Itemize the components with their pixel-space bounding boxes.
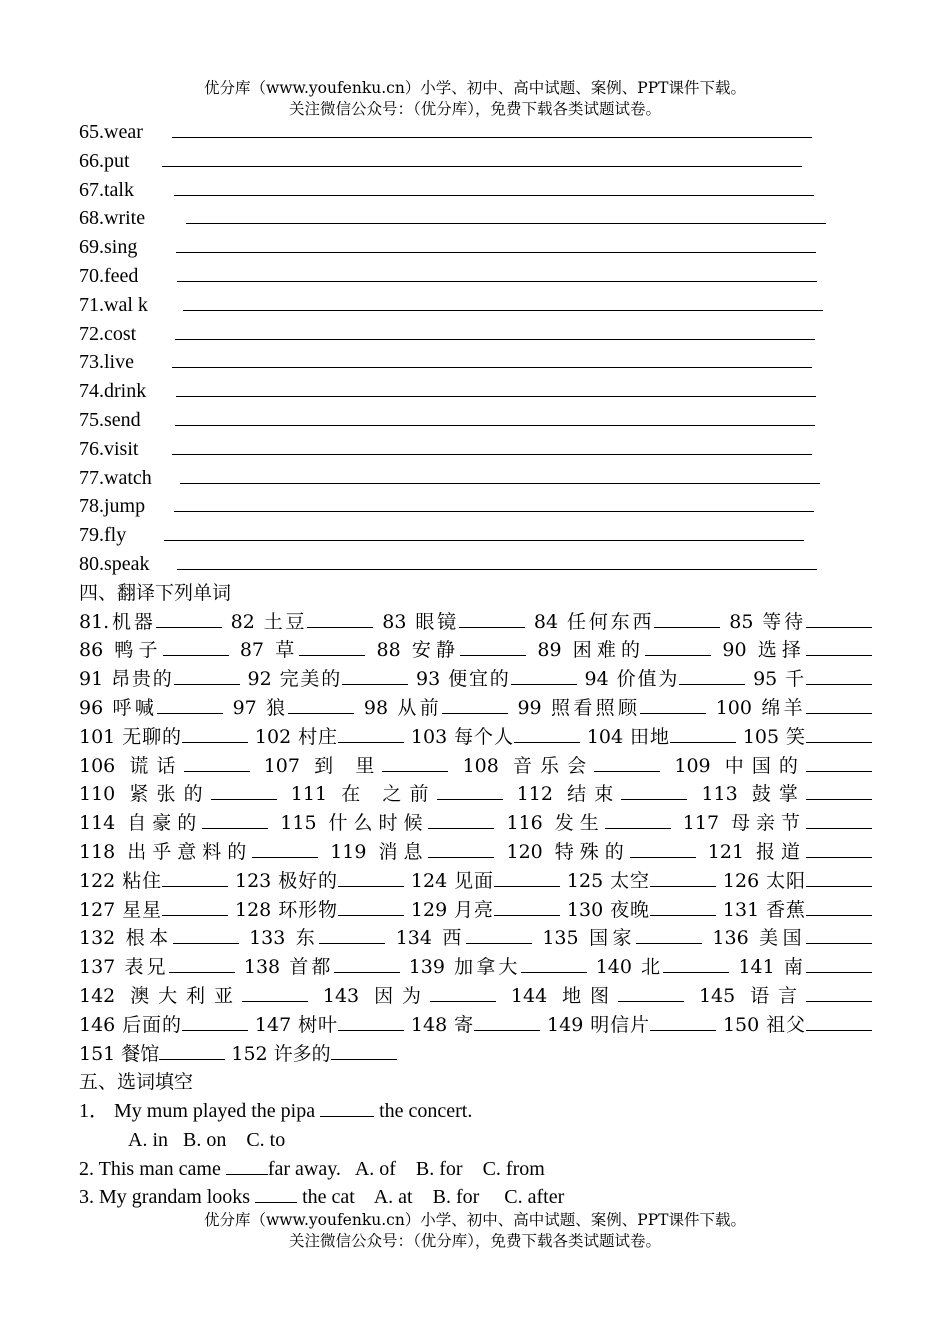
translation-item: [79, 841, 318, 863]
translation-word: 136 美国: [712, 927, 806, 950]
translation-word: 123 极好的: [235, 869, 338, 892]
translation-item: [377, 639, 527, 661]
translation-word: 90 选择: [722, 639, 807, 662]
translation-item: [396, 927, 532, 949]
section-5-title: 五、选词填空: [79, 1071, 194, 1094]
verb-list: [79, 118, 872, 579]
verb-label: 71.wal k: [79, 293, 148, 316]
verb-row: [79, 176, 872, 205]
translation-item: [567, 899, 716, 921]
translation-item: [409, 956, 587, 978]
answer-blank[interactable]: [382, 752, 448, 772]
translation-item: [463, 755, 661, 777]
answer-line[interactable]: [175, 406, 815, 426]
answer-blank[interactable]: [334, 953, 400, 973]
translation-word: 105 笑: [742, 725, 806, 748]
translation-word: 142 澳大利亚: [79, 984, 242, 1007]
answer-blank[interactable]: [806, 982, 872, 1002]
answer-blank[interactable]: [654, 608, 720, 628]
answer-blank[interactable]: [806, 838, 872, 858]
translation-word: 89 困难的: [537, 639, 646, 662]
answer-blank[interactable]: [806, 896, 872, 916]
answer-blank[interactable]: [594, 752, 660, 772]
verb-label: 67.talk: [79, 178, 134, 201]
verb-label: 74.drink: [79, 380, 147, 403]
answer-line[interactable]: [183, 291, 823, 311]
translation-item: [722, 639, 872, 661]
verb-row: [79, 320, 872, 349]
answer-blank[interactable]: [460, 636, 526, 656]
answer-blank[interactable]: [806, 780, 872, 800]
answer-blank[interactable]: [494, 896, 560, 916]
translation-item: [534, 611, 720, 633]
translation-item: [244, 956, 400, 978]
translation-word: 112 结束: [516, 783, 622, 806]
translation-word: 101 无聊的: [79, 725, 182, 748]
translation-word: 87 草: [239, 639, 300, 662]
translation-list: [79, 608, 872, 1069]
answer-line[interactable]: [162, 147, 802, 167]
translation-item: [231, 1043, 396, 1065]
translation-word: 110 紧张的: [79, 783, 211, 806]
answer-blank[interactable]: [621, 780, 687, 800]
verb-row: [79, 435, 872, 464]
translation-word: 137 表兄: [79, 956, 169, 979]
verb-label: 75.send: [79, 408, 141, 431]
answer-line[interactable]: [177, 550, 817, 570]
answer-blank[interactable]: [645, 636, 711, 656]
translation-item: [364, 697, 508, 719]
answer-line[interactable]: [174, 492, 814, 512]
answer-line[interactable]: [186, 204, 826, 224]
translation-item: [79, 812, 268, 834]
answer-blank[interactable]: [650, 896, 716, 916]
verb-label: 77.watch: [79, 466, 152, 489]
translation-item: [280, 812, 494, 834]
translation-word: 117 母亲节: [682, 812, 807, 835]
answer-blank[interactable]: [169, 953, 235, 973]
answer-line[interactable]: [172, 118, 812, 138]
verb-row: [79, 348, 872, 377]
answer-blank[interactable]: [211, 780, 277, 800]
translation-word: 130 夜晚: [566, 898, 650, 921]
translation-item: [79, 697, 223, 719]
answer-blank[interactable]: [342, 665, 408, 685]
translation-word: 104 田地: [586, 725, 670, 748]
verb-row: [79, 492, 872, 521]
question-2-text-end: far away. A. of B. for C. from: [267, 1157, 545, 1180]
translation-word: 111 在 之前: [290, 783, 437, 806]
translation-item: [416, 668, 577, 690]
verb-row: [79, 550, 872, 579]
translation-word: 93 便宜的: [416, 668, 511, 691]
translation-item: [537, 639, 711, 661]
translation-item: [517, 783, 688, 805]
answer-line[interactable]: [176, 233, 816, 253]
translation-word: 119 消息: [330, 840, 429, 863]
translation-item: [411, 1014, 540, 1036]
answer-blank[interactable]: [255, 1183, 297, 1203]
translation-word: 114 自豪的: [79, 812, 203, 835]
translation-item: [699, 985, 872, 1007]
translation-word: 82 土豆: [230, 610, 308, 633]
footer-line-1: 优分库（www.youfenku.cn）小学、初中、高中试题、案例、PPT课件下载。: [203, 1211, 747, 1229]
answer-blank[interactable]: [640, 694, 706, 714]
answer-blank[interactable]: [320, 1097, 374, 1117]
translation-item: [79, 668, 240, 690]
translation-item: [507, 841, 696, 863]
answer-line[interactable]: [164, 521, 804, 541]
answer-blank[interactable]: [806, 694, 872, 714]
translation-word: 126 太阳: [722, 869, 806, 892]
translation-item: [235, 870, 404, 892]
answer-blank[interactable]: [242, 982, 308, 1002]
answer-blank[interactable]: [442, 694, 508, 714]
translation-item: [248, 668, 409, 690]
translation-word: 102 村庄: [254, 725, 338, 748]
translation-word: 124 见面: [410, 869, 494, 892]
answer-blank[interactable]: [494, 867, 560, 887]
translation-item: [723, 870, 872, 892]
question-1-number: 1．: [79, 1100, 109, 1123]
translation-word: 81.机器: [79, 610, 156, 633]
answer-blank[interactable]: [182, 723, 248, 743]
translation-word: 96 呼喊: [79, 696, 158, 719]
section-4-title: 四、翻译下列单词: [79, 581, 232, 604]
answer-blank[interactable]: [663, 953, 729, 973]
answer-blank[interactable]: [430, 982, 496, 1002]
answer-blank[interactable]: [650, 1011, 716, 1031]
verb-row: [79, 521, 872, 550]
translation-word: 129 月亮: [410, 898, 494, 921]
question-1: [79, 1097, 872, 1126]
translation-word: 109 中国的: [674, 754, 807, 777]
translation-word: 125 太空: [566, 869, 650, 892]
answer-blank[interactable]: [156, 608, 222, 628]
translation-item: [79, 870, 228, 892]
question-1-options: A. in B. on C. to: [128, 1128, 286, 1151]
answer-blank[interactable]: [806, 953, 872, 973]
translation-item: [79, 1043, 225, 1065]
answer-line[interactable]: [180, 464, 820, 484]
verb-row: [79, 233, 872, 262]
translation-word: 97 狼: [232, 696, 289, 719]
header-line-2: 关注微信公众号：（优分库），免费下载各类试题试卷。: [288, 100, 661, 118]
translation-word: 139 加拿大: [408, 956, 521, 979]
translation-word: 127 星星: [79, 898, 163, 921]
answer-blank[interactable]: [428, 838, 494, 858]
question-2: [79, 1155, 872, 1184]
translation-item: [712, 927, 872, 949]
translation-item: [249, 927, 385, 949]
answer-blank[interactable]: [202, 809, 268, 829]
translation-word: 133 东: [249, 927, 320, 950]
answer-blank[interactable]: [162, 867, 228, 887]
translation-item: [723, 1014, 872, 1036]
answer-blank[interactable]: [162, 896, 228, 916]
translation-item: [708, 841, 872, 863]
translation-item: [323, 985, 496, 1007]
answer-blank[interactable]: [806, 723, 872, 743]
translation-word: 106 谎话: [79, 754, 184, 777]
translation-item: [291, 783, 503, 805]
answer-blank[interactable]: [428, 809, 494, 829]
translation-item: [79, 726, 248, 748]
verb-row: [79, 291, 872, 320]
translation-word: 120 特殊的: [506, 840, 630, 863]
translation-item: [79, 927, 239, 949]
translation-word: 144 地图: [510, 984, 618, 1007]
translation-word: 138 首都: [243, 956, 334, 979]
answer-blank[interactable]: [806, 867, 872, 887]
answer-blank[interactable]: [459, 608, 525, 628]
verb-row: [79, 147, 872, 176]
translation-word: 122 粘住: [79, 869, 163, 892]
translation-item: [743, 726, 872, 748]
question-2-text: 2. This man came: [79, 1157, 221, 1180]
translation-item: [511, 985, 684, 1007]
translation-word: 95 千: [753, 668, 806, 691]
footer-line-2: 关注微信公众号：（优分库），免费下载各类试题试卷。: [288, 1232, 661, 1250]
translation-word: 94 价值为: [584, 668, 680, 691]
translation-word: 86 鸭子: [79, 639, 163, 662]
translation-item: [79, 755, 250, 777]
translation-item: [547, 1014, 716, 1036]
translation-word: 128 环形物: [235, 898, 338, 921]
answer-blank[interactable]: [650, 867, 716, 887]
translation-word: 121 报道: [707, 840, 807, 863]
answer-blank[interactable]: [288, 694, 354, 714]
translation-item: [596, 956, 730, 978]
verb-label: 76.visit: [79, 437, 139, 460]
translation-item: [701, 783, 872, 805]
translation-word: 88 安静: [376, 639, 461, 662]
answer-blank[interactable]: [806, 608, 872, 628]
verb-label: 68.write: [79, 207, 146, 230]
translation-item: [255, 1014, 404, 1036]
translation-word: 134 西: [395, 927, 466, 950]
answer-blank[interactable]: [182, 1011, 248, 1031]
translation-item: [79, 1014, 248, 1036]
translation-item: [411, 726, 580, 748]
translation-item: [79, 899, 228, 921]
translation-item: [79, 639, 229, 661]
verb-row: [79, 406, 872, 435]
answer-line[interactable]: [172, 348, 812, 368]
translation-word: 92 完美的: [247, 668, 343, 691]
answer-line[interactable]: [174, 176, 814, 196]
answer-blank[interactable]: [338, 867, 404, 887]
answer-blank[interactable]: [474, 1011, 540, 1031]
translation-word: 145 语言: [698, 984, 806, 1007]
translation-item: [233, 697, 355, 719]
translation-word: 147 树叶: [254, 1013, 338, 1036]
verb-label: 72.cost: [79, 322, 137, 345]
translation-item: [79, 783, 277, 805]
answer-blank[interactable]: [307, 608, 373, 628]
translation-item: [738, 956, 872, 978]
translation-word: 135 国家: [542, 927, 636, 950]
verb-row: [79, 377, 872, 406]
answer-blank[interactable]: [521, 953, 587, 973]
translation-item: [753, 668, 872, 690]
answer-blank[interactable]: [338, 896, 404, 916]
translation-item: [411, 870, 560, 892]
question-3-text: 3. My grandam looks: [79, 1186, 251, 1209]
answer-line[interactable]: [177, 262, 817, 282]
translation-item: [79, 956, 235, 978]
verb-row: [79, 464, 872, 493]
verb-row: [79, 262, 872, 291]
verb-label: 65.wear: [79, 121, 143, 143]
question-1-text-end: the concert.: [379, 1100, 473, 1123]
answer-blank[interactable]: [806, 924, 872, 944]
translation-item: [507, 812, 671, 834]
translation-item: [517, 697, 706, 719]
translation-item: [231, 611, 374, 633]
answer-blank[interactable]: [618, 982, 684, 1002]
page-header: [0, 78, 950, 120]
header-line-1: 优分库（www.youfenku.cn）小学、初中、高中试题、案例、PPT课件下载。: [203, 79, 747, 97]
answer-blank[interactable]: [319, 924, 385, 944]
translation-item: [683, 812, 872, 834]
verb-row: [79, 204, 872, 233]
answer-blank[interactable]: [174, 665, 240, 685]
translation-word: 108 音乐会: [462, 754, 595, 777]
translation-word: 98 从前: [363, 696, 443, 719]
answer-blank[interactable]: [299, 636, 365, 656]
translation-word: 116 发生: [506, 812, 605, 835]
answer-line[interactable]: [176, 377, 816, 397]
answer-blank[interactable]: [163, 636, 229, 656]
translation-item: [723, 899, 872, 921]
translation-word: 83 眼镜: [382, 610, 460, 633]
translation-word: 131 香蕉: [722, 898, 806, 921]
verb-label: 80.speak: [79, 552, 150, 575]
translation-word: 115 什么时候: [280, 812, 429, 835]
verb-row: [79, 118, 872, 147]
answer-blank[interactable]: [511, 665, 577, 685]
answer-blank[interactable]: [226, 1155, 268, 1175]
answer-blank[interactable]: [806, 665, 872, 685]
translation-word: 118 出乎意料的: [79, 840, 253, 863]
translation-item: [716, 697, 872, 719]
question-1-text: My mum played the pipa: [114, 1100, 316, 1123]
verb-label: 73.live: [79, 351, 134, 374]
verb-label: 70.feed: [79, 264, 139, 287]
answer-blank[interactable]: [184, 752, 250, 772]
verb-label: 66.put: [79, 149, 130, 172]
translation-word: 107 到 里: [263, 754, 383, 777]
worksheet-body: [79, 118, 872, 1212]
translation-word: 113 鼓掌: [701, 783, 807, 806]
translation-item: [240, 639, 366, 661]
translation-item: [542, 927, 702, 949]
translation-item: [330, 841, 494, 863]
translation-word: 146 后面的: [79, 1013, 182, 1036]
translation-word: 152 许多的: [231, 1042, 331, 1065]
translation-word: 99 照看照顾: [517, 696, 641, 719]
translation-word: 103 每个人: [410, 725, 514, 748]
translation-item: [567, 870, 716, 892]
verb-label: 78.jump: [79, 495, 146, 518]
translation-word: 91 昂贵的: [79, 668, 174, 691]
translation-word: 84 任何东西: [533, 610, 655, 633]
answer-blank[interactable]: [437, 780, 503, 800]
answer-blank[interactable]: [331, 1040, 397, 1060]
translation-item: [585, 668, 746, 690]
translation-word: 143 因为: [322, 984, 430, 1007]
question-3: [79, 1183, 872, 1212]
translation-word: 141 南: [738, 956, 806, 979]
answer-blank[interactable]: [173, 924, 239, 944]
translation-item: [255, 726, 404, 748]
translation-item: [674, 755, 872, 777]
translation-item: [587, 726, 736, 748]
verb-label: 79.fly: [79, 524, 127, 547]
translation-item: [382, 611, 525, 633]
answer-line[interactable]: [175, 320, 815, 340]
answer-blank[interactable]: [338, 723, 404, 743]
verb-label: 69.sing: [79, 236, 138, 259]
translation-word: 132 根本: [79, 927, 173, 950]
answer-blank[interactable]: [159, 1040, 225, 1060]
translation-item: [79, 611, 222, 633]
translation-item: [729, 611, 872, 633]
answer-blank[interactable]: [806, 752, 872, 772]
page-footer: [0, 1210, 950, 1252]
translation-word: 85 等待: [729, 610, 806, 633]
answer-blank[interactable]: [605, 809, 671, 829]
answer-blank[interactable]: [806, 809, 872, 829]
answer-blank[interactable]: [466, 924, 532, 944]
translation-item: [411, 899, 560, 921]
answer-blank[interactable]: [514, 723, 580, 743]
translation-item: [235, 899, 404, 921]
translation-item: [79, 985, 308, 1007]
answer-blank[interactable]: [806, 636, 872, 656]
translation-word: 148 寄: [410, 1013, 475, 1036]
answer-blank[interactable]: [252, 838, 318, 858]
answer-line[interactable]: [172, 435, 812, 455]
translation-word: 150 祖父: [722, 1013, 806, 1036]
answer-blank[interactable]: [679, 665, 745, 685]
translation-item: [264, 755, 449, 777]
answer-blank[interactable]: [338, 1011, 404, 1031]
translation-word: 149 明信片: [547, 1013, 650, 1036]
answer-blank[interactable]: [636, 924, 702, 944]
translation-word: 151 餐馆: [79, 1042, 160, 1065]
answer-blank[interactable]: [670, 723, 736, 743]
answer-blank[interactable]: [806, 1011, 872, 1031]
answer-blank[interactable]: [630, 838, 696, 858]
translation-word: 140 北: [595, 956, 664, 979]
question-3-text-end: the cat A. at B. for C. after: [302, 1186, 565, 1209]
translation-word: 100 绵羊: [715, 696, 807, 719]
answer-blank[interactable]: [157, 694, 223, 714]
